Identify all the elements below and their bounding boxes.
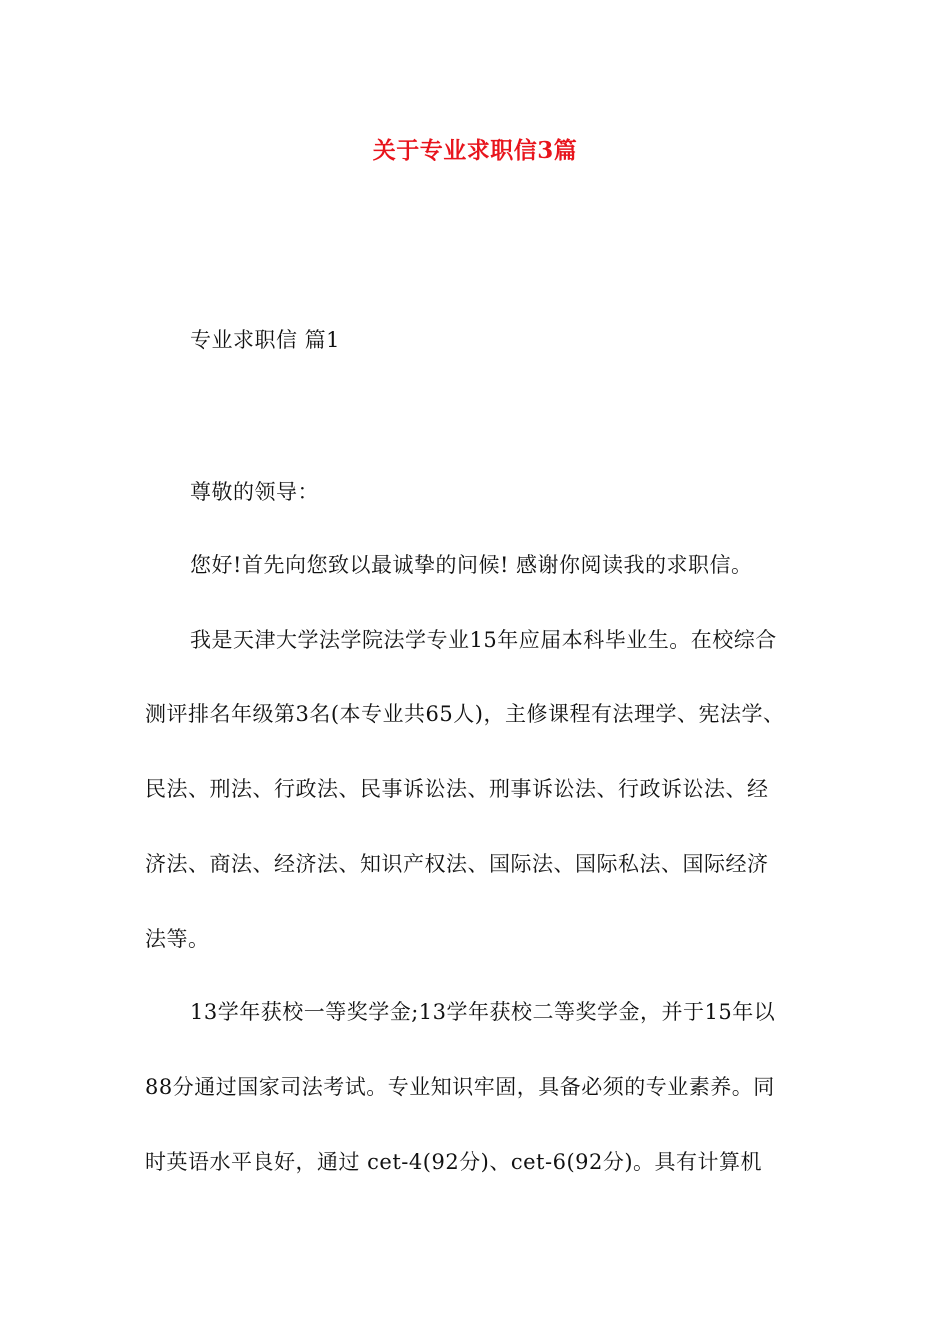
paragraph-line: 民法、刑法、行政法、民事诉讼法、刑事诉讼法、行政诉讼法、经 (145, 777, 769, 801)
paragraph-line: 测评排名年级第3名(本专业共65人)，主修课程有法理学、宪法学、 (145, 702, 785, 726)
paragraph-line: 13学年获校一等奖学金;13学年获校二等奖学金，并于15年以 (190, 1000, 776, 1024)
paragraph-line: 我是天津大学法学院法学专业15年应届本科毕业生。在校综合 (190, 628, 777, 652)
paragraph-line: 88分通过国家司法考试。专业知识牢固，具备必须的专业素养。同 (145, 1075, 775, 1099)
greeting-paragraph: 您好!首先向您致以最诚挚的问候! 感谢你阅读我的求职信。 (190, 553, 753, 577)
salutation: 尊敬的领导： (190, 480, 319, 504)
paragraph-line: 法等。 (145, 927, 210, 951)
section-heading: 专业求职信 篇1 (190, 328, 341, 352)
paragraph-line: 时英语水平良好，通过 cet-4(92分)、cet-6(92分)。具有计算机 (145, 1150, 763, 1174)
document-title: 关于专业求职信3篇 (372, 137, 578, 164)
paragraph-line: 济法、商法、经济法、知识产权法、国际法、国际私法、国际经济 (145, 852, 769, 876)
